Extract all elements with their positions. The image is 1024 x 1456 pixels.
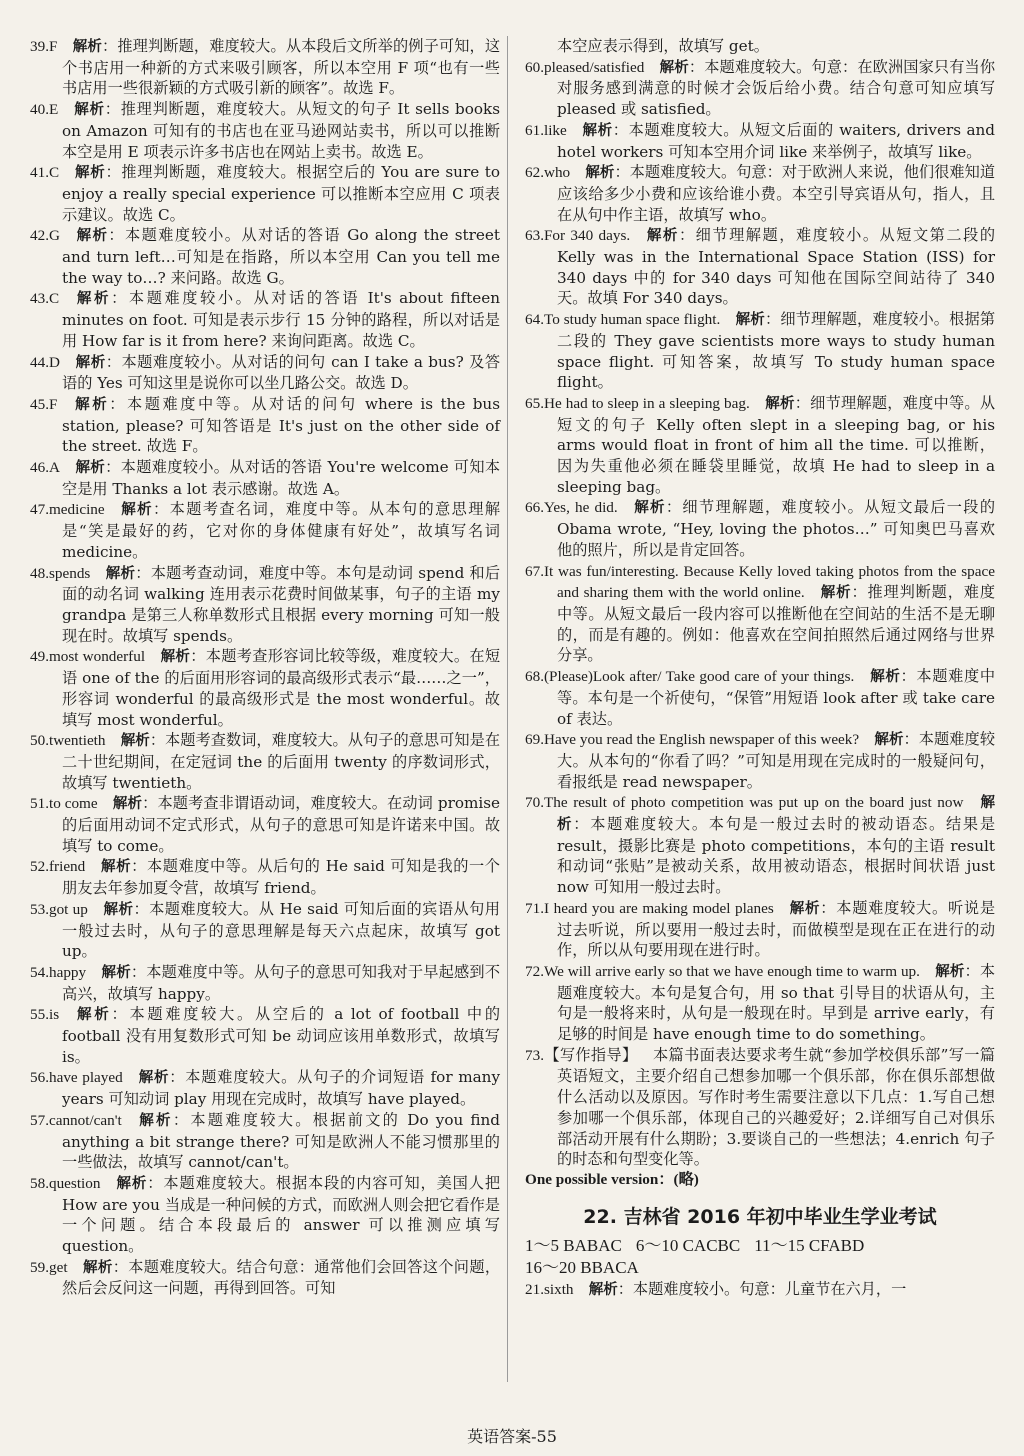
entry-explanation: 本题难度较大。句意：对于欧洲人来说，他们很难知道应该给多少小费和应该给谁小费。本空引导宾语从句，指人，且在从句中作主语，故填写 who。: [557, 163, 996, 224]
analysis-label: 解析: [557, 795, 995, 834]
entry-number: 73.: [525, 1046, 544, 1064]
entry-answer: get: [48, 1258, 68, 1276]
entry-number: 65.: [525, 394, 544, 412]
entry-number: 40.: [30, 101, 49, 119]
answer-entry: 69.Have you read the English newspaper of this week? 解析：本题难度较大。从本句的“你看了吗？”可知是用现在完成时的一般疑问句，看报纸是 read newspaper。: [525, 730, 996, 791]
entry-answer: most wonderful: [48, 648, 146, 666]
entry-number: 42.: [30, 227, 49, 245]
entry-explanation: 推理判断题，难度较大。从短文的句子 It sells books on Amazon 可知有的书店也在亚马逊网站卖书，所以可以推断本空是用 E 项表示许多书店也在网站上卖书。故选 E。: [62, 100, 501, 161]
entry-number: 59.: [30, 1258, 49, 1276]
entry-number: 69.: [525, 731, 544, 749]
answer-entry: 63.For 340 days. 解析：细节理解题，难度较小。从短文第二段的 Kelly was in the International Space Station (ISS) for 340 days 中的 for 340 days 可知他在国际空间站待了 340 天。故填 For 340 days。: [525, 226, 996, 308]
entry-number: 44.: [30, 353, 49, 371]
analysis-label: 解析: [74, 291, 112, 308]
entry-number: 51.: [30, 795, 49, 813]
entry-explanation: 推理判断题，难度较大。从本段后文所举的例子可知，这个书店用一种新的方式来吸引顾客，所以本空用 F 项“也有一些书店用一些很新颖的方式吸引新的顾客”。故选 F。: [62, 37, 500, 98]
entry-explanation: 本题难度中等。从后句的 He said 可知是我的一个朋友去年参加夏令营，故填写 friend。: [62, 857, 500, 898]
answer-entry: 59.get 解析：本题难度较大。结合句意：通常他们会回答这个问题，然后会反问这一问题，再得到回答。可知: [30, 1257, 501, 1298]
entry-answer: 【写作指导】: [543, 1046, 638, 1064]
right-column: [525, 36, 995, 1300]
answer-key-line: [525, 1257, 995, 1279]
answer-entry: 21.sixth 解析：本题难度较小。句意：儿童节在六月，一: [525, 1279, 907, 1298]
analysis-label: 解析: [112, 796, 143, 813]
entry-number: 63.: [525, 227, 544, 245]
analysis-label: 解析: [72, 396, 110, 413]
analysis-label: 解析: [136, 1112, 173, 1129]
entry-answer: who: [543, 164, 571, 182]
entry-answer: pleased/satisfied: [543, 58, 645, 76]
answer-entry: 51.to come 解析：本题考查非谓语动词，难度较大。在动词 promise 的后面用动词不定式形式，从句子的意思可知是许诺来中国。故填写 to come。: [30, 794, 501, 855]
entry-answer: cannot/can't: [48, 1111, 122, 1129]
answer-key-group: 6～10 CACBC: [635, 1235, 741, 1255]
answer-entry: 39.F 解析：推理判断题，难度较大。从本段后文所举的例子可知，这个书店用一种新的方式来吸引顾客，所以本空用 F 项“也有一些书店用一些很新颖的方式吸引新的顾客”。故选 F。: [30, 37, 500, 98]
entry-explanation: 本题考查形容词比较等级，难度较大。在短语 one of the 的后面用形容词的最高级形式表示“最……之一”，形容词 wonderful 的最高级形式是 the most wonderful。故填写 most wonderful。: [62, 647, 501, 729]
answer-entry: 71.I heard you are making model planes 解析：本题难度较大。听说是过去听说，所以要用一般过去时，而做模型是现在正在进行的动作，所以从句要用现在进行时。: [525, 898, 996, 960]
entry-explanation: 细节理解题，难度较小。根据第二段的 They gave scientists more ways to study human space flight. 可知答案，故填写 To study human space flight。: [557, 310, 996, 392]
answer-entry: 66.Yes, he did. 解析：细节理解题，难度较小。从短文最后一段的 Obama wrote, “Hey, loving the photos…” 可知奥巴马喜欢他的照片，所以是肯定回答。: [525, 498, 996, 559]
answer-entry: 47.medicine 解析：本题考查名词，难度中等。从本句的意思理解是“笑是最好的药，它对你的身体健康有好处”，故填写名词 medicine。: [30, 500, 501, 561]
answer-entry: 56.have played 解析：本题难度较大。从句子的介词短语 for many years 可知动词 play 用现在完成时，故填写 have played。: [30, 1068, 501, 1109]
entry-number: 47.: [30, 501, 49, 519]
entry-explanation: 推理判断题，难度中等。从短文最后一段内容可以推断他在空间站的生活不是无聊的，而是有趣的。例如：他喜欢在空间拍照然后通过网络与世界分享。: [557, 583, 996, 665]
entry-answer: We will arrive early so that we have enough time to warm up.: [543, 962, 920, 980]
answer-entry: 49.most wonderful 解析：本题考查形容词比较等级，难度较大。在短语 one of the 的后面用形容词的最高级形式表示“最……之一”，形容词 wonderful 的最高级形式是 the most wonderful。故填写 most wonderful。: [30, 647, 501, 729]
analysis-label: 解析: [137, 1070, 170, 1087]
answer-key-line: [525, 1235, 995, 1257]
entry-answer: He had to sleep in a sleeping bag.: [543, 394, 750, 412]
entry-number: 43.: [30, 290, 49, 308]
answer-entry: 65.He had to sleep in a sleeping bag. 解析：细节理解题，难度中等。从短文的句子 Kelly often slept in a sleeping bag, or his arms would float in front of him all the time. 可以推断，因为失重他必须在睡袋里睡觉，故填 He had to sleep in a sleeping bag。: [525, 393, 996, 496]
entry-explanation: 本题难度较小。从对话的答语 It's about fifteen minutes on foot. 可知是表示步行 15 分钟的路程，所以对话是用 How far is it from here? 来询问距离。故选 C。: [62, 289, 500, 350]
entry-answer: F: [48, 395, 58, 413]
entry-number: 56.: [30, 1069, 49, 1087]
analysis-label: 解析: [581, 122, 613, 139]
answer-entry: 53.got up 解析：本题难度较大。从 He said 可知后面的宾语从句用一般过去时，从句子的意思理解是每天六点起床，故填写 got up。: [30, 899, 500, 961]
entry-number: 71.: [525, 899, 544, 917]
analysis-label: 解析: [935, 963, 965, 980]
entry-explanation: 本题难度较大。从短文后面的 waiters, drivers and hotel workers 可知本空用介词 like 来举例子，故填写 like。: [557, 120, 996, 161]
last-entry: [525, 1279, 995, 1301]
entry-explanation: 本题难度中等。本句是一个祈使句，“保管”用短语 look after 或 take care of 表达。: [557, 667, 996, 728]
analysis-label: 解析: [874, 732, 904, 749]
answer-entry: 68.(Please)Look after/ Take good care of your things. 解析：本题难度中等。本句是一个祈使句，“保管”用短语 look after 或 take care of 表达。: [525, 667, 996, 728]
answer-key: [525, 1235, 995, 1279]
entry-answer: A: [48, 459, 60, 477]
entry-explanation: 本题考查名词，难度中等。从本句的意思理解是“笑是最好的药，它对你的身体健康有好处”，故填写名词 medicine。: [62, 500, 501, 561]
entry-explanation: 本篇书面表达要求考生就“参加学校俱乐部”写一篇英语短文，主要介绍自己想参加哪一个俱乐部，你在俱乐部想做什么活动以及原因。写作时考生需要注意以下几点：1.写自己想参加哪一个俱乐部，体现自己的兴趣爱好；2.详细写自己对俱乐部活动开展有什么期盼；3.要谈自己的一些想法；4.enrich 句子的时态和句型变化等。: [557, 1045, 995, 1169]
entry-explanation: 本题考查动词，难度中等。本句是动词 spend 和后面的动名词 walking 连用表示花费时间做某事，句子的主语 my grandpa 是第三人称单数形式且根据 every morning 可知一般现在时。故填写 spends。: [62, 563, 501, 645]
entry-explanation: 推理判断题，难度较大。根据空后的 You are sure to enjoy a really special experience 可以推断本空应用 C 项表示建议。故选 C。: [62, 163, 500, 224]
entry-explanation: 细节理解题，难度较小。从短文最后一段的 Obama wrote, “Hey, loving the photos…” 可知奥巴马喜欢他的照片，所以是肯定回答。: [557, 498, 996, 559]
entry-number: 57.: [30, 1111, 49, 1129]
answer-entry: 64.To study human space flight. 解析：细节理解题，难度较小。根据第二段的 They gave scientists more ways to study human space flight. 可知答案，故填写 To study human space flight。: [525, 310, 996, 392]
answer-entry: 60.pleased/satisfied 解析：本题难度较大。句意：在欧洲国家只有当你对服务感到满意的时候才会饭后给小费。结合句意可知应填写 pleased 或 satisfied。: [525, 57, 996, 119]
answer-entry: 41.C 解析：推理判断题，难度较大。根据空后的 You are sure to enjoy a really special experience 可以推断本空应用 C 项表示建议。故选 C。: [30, 163, 500, 224]
analysis-label: 解析: [101, 964, 131, 981]
analysis-label: 解析: [735, 312, 765, 329]
analysis-label: 解析: [115, 1175, 148, 1192]
analysis-label: 解析: [119, 502, 154, 519]
entry-number: 70.: [525, 794, 544, 812]
analysis-label: 解析: [75, 460, 106, 477]
answer-entry: 61.like 解析：本题难度较大。从短文后面的 waiters, drivers and hotel workers 可知本空用介词 like 来举例子，故填写 like。: [525, 120, 996, 161]
entry-explanation: 本题难度较大。结合句意：通常他们会回答这个问题，然后会反问这一问题，再得到回答。可知: [62, 1257, 501, 1298]
entry-answer: I heard you are making model planes: [543, 899, 774, 917]
entry-answer: is: [48, 1006, 60, 1024]
entry-number: 55.: [30, 1006, 49, 1024]
entry-explanation: 本题难度较大。听说是过去听说，所以要用一般过去时，而做模型是现在正在进行的动作，所以从句要用现在进行时。: [557, 898, 996, 960]
possible-version: One possible version：(略): [525, 1170, 699, 1188]
entry-answer: C: [48, 290, 60, 308]
analysis-label: 解析: [105, 565, 136, 582]
analysis-label: 解析: [764, 395, 795, 412]
answer-entry: 42.G 解析：本题难度较小。从对话的答语 Go along the street and turn left…可知是在指路，所以本空用 Can you tell me the way to…? 来问路。故选 G。: [30, 226, 500, 287]
answer-entry: [525, 1045, 995, 1170]
answer-entry: 52.friend 解析：本题难度中等。从后句的 He said 可知是我的一个朋友去年参加夏令营，故填写 friend。: [30, 857, 500, 898]
entry-number: 58.: [30, 1174, 49, 1192]
entry-number: 46.: [30, 459, 49, 477]
answer-entry: 45.F 解析：本题难度中等。从对话的问句 where is the bus station, please? 可知答语是 It's just on the other side of the street. 故选 F。: [30, 394, 501, 456]
analysis-label: 解析: [73, 102, 105, 119]
answer-entry: 54.happy 解析：本题难度中等。从句子的意思可知我对于早起感到不高兴，故填写 happy。: [30, 962, 501, 1003]
entry-number: 61.: [525, 121, 544, 139]
entry-explanation: 本题难度较大。从句子的介词短语 for many years 可知动词 play 用现在完成时，故填写 have played。: [62, 1068, 501, 1109]
entry-explanation: 本题难度较大。从 He said 可知后面的宾语从句用一般过去时，从句子的意思理解是每天六点起床，故填写 got up。: [62, 899, 500, 961]
entry-explanation: 本题难度较小。从对话的问句 can I take a bus? 及答语的 Yes 可知这里是说你可以坐几路公交。故选 D。: [62, 352, 501, 393]
entry-number: 66.: [525, 499, 544, 517]
entry-explanation: 本题难度较大。根据本段的内容可知，美国人把 How are you 当成是一种问候的方式，而欧洲人则会把它看作是一个问题。结合本段最后的 answer 可以推测应填写 question。: [62, 1173, 501, 1256]
answer-entry: 50.twentieth 解析：本题考查数词，难度较大。从句子的意思可知是在二十世纪期间，在定冠词 the 的后面用 twenty 的序数词形式，故填写 twentieth。: [30, 731, 501, 792]
entry-number: 48.: [30, 564, 49, 582]
entry-explanation: 本题难度较小。句意：儿童节在六月，一: [632, 1279, 907, 1298]
entry-number: 53.: [30, 900, 49, 918]
entry-number: 50.: [30, 732, 49, 750]
analysis-label: 解析: [659, 59, 689, 76]
entry-answer: Have you read the English newspaper of this week?: [543, 731, 860, 749]
entry-answer: sixth: [543, 1280, 574, 1298]
entry-answer: friend: [48, 858, 86, 876]
analysis-label: 解析: [100, 859, 132, 876]
entry-explanation: 本题难度较大。根据前文的 Do you find anything a bit strange there? 可知是欧洲人不能习惯那里的一些做法，故填写 cannot/can't。: [62, 1110, 501, 1172]
entry-number: 64.: [525, 311, 544, 329]
answer-entry: 62.who 解析：本题难度较大。句意：对于欧洲人来说，他们很难知道应该给多少小费和应该给谁小费。本空引导宾语从句，指人，且在从句中作主语，故填写 who。: [525, 163, 996, 224]
entry-explanation: 细节理解题，难度较小。从短文第二段的 Kelly was in the International Space Station (ISS) for 340 days 中的 for 340 days 可知他在国际空间站待了 340 天。故填 For 340 days。: [557, 226, 996, 308]
entry-number: 45.: [30, 395, 49, 413]
answer-entry: 48.spends 解析：本题考查动词，难度中等。本句是动词 spend 和后面的动名词 walking 连用表示花费时间做某事，句子的主语 my grandpa 是第三人称单数形式且根据 every morning 可知一般现在时。故填写 spends。: [30, 563, 501, 645]
entry-number: 52.: [30, 858, 49, 876]
entry-explanation: 本题难度较大。本句是一般过去时的被动语态。结果是 result，摄影比赛是 photo competitions，本句的主语 result 和动词“张贴”是被动关系，故用被动语态，根据时间状语 just now 可知用一般过去时。: [557, 815, 996, 897]
entry-number: 62.: [525, 164, 544, 182]
entry-number: 54.: [30, 963, 49, 981]
entry-answer: twentieth: [48, 732, 106, 750]
entry-number: 72.: [525, 962, 544, 980]
analysis-label: 解析: [869, 669, 901, 686]
analysis-label: 解析: [645, 228, 679, 245]
entry-explanation: 本题难度较大。句意：在欧洲国家只有当你对服务感到满意的时候才会饭后给小费。结合句意可知应填写 pleased 或 satisfied。: [557, 57, 996, 119]
answer-entry: 46.A 解析：本题难度较小。从对话的答语 You're welcome 可知本空是用 Thanks a lot 表示感谢。故选 A。: [30, 458, 501, 498]
entry-answer: It was fun/interesting. Because Kelly loved taking photos from the space and sharing them with the world online.: [543, 562, 995, 602]
continuation-text: 本空应表示得到，故填写 get。: [557, 37, 769, 55]
right-entries: [525, 57, 995, 1170]
column-divider: [507, 36, 508, 1382]
entry-number: 39.: [30, 38, 49, 55]
entry-answer: happy: [48, 963, 87, 981]
section-title: 22. 吉林省 2016 年初中毕业生学业考试: [583, 1205, 937, 1228]
entry-explanation: 细节理解题，难度中等。从短文的句子 Kelly often slept in a sleeping bag, or his arms would float in front of him all the time. 可以推断，因为失重他必须在睡袋里睡觉，故填 He had to sleep in a sleeping bag。: [557, 393, 996, 496]
answer-entry: 72.We will arrive early so that we have enough time to warm up. 解析：本题难度较大。本句是复合句，用 so that 引导目的状语从句，主句是一般将来时，从句是一般现在时。早到是 arrive early，有足够的时间是 have enough time to do something。: [525, 961, 995, 1044]
answer-entry: 58.question 解析：本题难度较大。根据本段的内容可知，美国人把 How are you 当成是一种问候的方式，而欧洲人则会把它看作是一个问题。结合本段最后的 answer 可以推测应填写 question。: [30, 1173, 501, 1256]
entry-answer: got up: [48, 900, 88, 918]
answer-key-group: 1～5 BABAC: [525, 1235, 622, 1255]
entry-answer: G: [48, 227, 60, 245]
entry-explanation: 本题难度较大。本句是复合句，用 so that 引导目的状语从句，主句是一般将来时，从句是一般现在时。早到是 arrive early，有足够的时间是 have enough time to do something。: [557, 961, 995, 1044]
entry-number: 68.: [525, 668, 544, 686]
analysis-label: 解析: [75, 354, 106, 371]
answer-key-group: 11～15 CFABD: [754, 1235, 865, 1255]
entry-explanation: 本题难度较小。从对话的答语 You're welcome 可知本空是用 Thanks a lot 表示感谢。故选 A。: [62, 458, 501, 498]
analysis-label: 解析: [788, 900, 821, 917]
entry-answer: The result of photo competition was put up on the board just now: [543, 794, 964, 812]
entry-answer: E: [48, 101, 59, 119]
entry-answer: have played: [48, 1069, 123, 1087]
entry-number: 67.: [525, 562, 544, 580]
answer-entry: 55.is 解析：本题难度较大。从空后的 a lot of football 中的 football 没有用复数形式可知 be 动词应该用单数形式，故填写 is。: [30, 1005, 501, 1066]
answer-entry: 70.The result of photo competition was put up on the board just now 解析：本题难度较大。本句是一般过去时的被动语态。结果是 result，摄影比赛是 photo competitions，本句的主语 result 和动词“张贴”是被动关系，故用被动语态，根据时间状语 just now 可知用一般过去时。: [525, 794, 996, 897]
answer-entry: 57.cannot/can't 解析：本题难度较大。根据前文的 Do you find anything a bit strange there? 可知是欧洲人不能习惯那里的一些做法，故填写 cannot/can't。: [30, 1110, 501, 1172]
analysis-label: 解析: [82, 1259, 113, 1276]
left-column: [30, 36, 500, 1299]
entry-number: 41.: [30, 164, 49, 182]
entry-answer: spends: [48, 564, 91, 582]
analysis-label: 解析: [75, 228, 109, 245]
entry-answer: C: [48, 164, 60, 182]
entry-answer: medicine: [48, 501, 105, 519]
answer-entry: 40.E 解析：推理判断题，难度较大。从短文的句子 It sells books on Amazon 可知有的书店也在亚马逊网站卖书，所以可以推断本空是用 E 项表示许多书店也在网站上卖书。故选 E。: [30, 100, 501, 161]
analysis-label: 解析: [103, 901, 134, 918]
entry-answer: For 340 days.: [543, 227, 631, 245]
analysis-label: 解析: [74, 165, 106, 182]
answer-key-group: 16～20 BBACA: [525, 1257, 639, 1277]
analysis-label: 解析: [585, 165, 615, 182]
entry-answer: F: [48, 38, 58, 55]
entry-answer: To study human space flight.: [543, 311, 721, 329]
entry-explanation: 本题考查数词，难度较大。从句子的意思可知是在二十世纪期间，在定冠词 the 的后面用 twenty 的序数词形式，故填写 twentieth。: [62, 731, 501, 792]
entry-explanation: 本题难度较大。从本句的“你看了吗？”可知是用现在完成时的一般疑问句，看报纸是 read newspaper。: [557, 730, 996, 791]
analysis-label: 解析: [74, 1007, 112, 1024]
analysis-label: 解析: [819, 585, 852, 602]
entry-number: 21.: [525, 1280, 544, 1298]
entry-number: 49.: [30, 648, 49, 666]
answer-entry: 67.It was fun/interesting. Because Kelly loved taking photos from the space and sharing them with the world online. 解析：推理判断题，难度中等。从短文最后一段内容可以推断他在空间站的生活不是无聊的，而是有趣的。例如：他喜欢在空间拍照然后通过网络与世界分享。: [525, 562, 996, 665]
answer-entry: 43.C 解析：本题难度较小。从对话的答语 It's about fifteen minutes on foot. 可知是表示步行 15 分钟的路程，所以对话是用 How far is it from here? 来询问距离。故选 C。: [30, 289, 500, 350]
entry-explanation: 本题考查非谓语动词，难度较大。在动词 promise 的后面用动词不定式形式，从句子的意思可知是许诺来中国。故填写 to come。: [62, 794, 501, 855]
entry-explanation: 本题难度较大。从空后的 a lot of football 中的 football 没有用复数形式可知 be 动词应该用单数形式，故填写 is。: [62, 1005, 501, 1066]
analysis-label: 解析: [72, 39, 102, 55]
entry-explanation: 本题难度较小。从对话的答语 Go along the street and turn left…可知是在指路，所以本空用 Can you tell me the way to…? 来问路。故选 G。: [62, 226, 500, 287]
entry-answer: (Please)Look after/ Take good care of your things.: [543, 668, 855, 686]
entry-explanation: 本题难度中等。从对话的问句 where is the bus station, please? 可知答语是 It's just on the other side of the street. 故选 F。: [62, 394, 501, 456]
entry-number: 60.: [525, 58, 544, 76]
entry-answer: like: [543, 121, 567, 139]
analysis-label: 解析: [588, 1281, 618, 1298]
entry-answer: to come: [48, 795, 98, 813]
analysis-label: 解析: [632, 500, 666, 517]
analysis-label: 解析: [160, 649, 191, 666]
entry-answer: Yes, he did.: [543, 499, 618, 517]
answer-entry: 44.D 解析：本题难度较小。从对话的问句 can I take a bus? 及答语的 Yes 可知这里是说你可以坐几路公交。故选 D。: [30, 352, 501, 393]
analysis-label: 解析: [120, 733, 150, 750]
page-footer: 英语答案-55: [467, 1427, 557, 1446]
entry-explanation: 本题难度中等。从句子的意思可知我对于早起感到不高兴，故填写 happy。: [62, 962, 501, 1003]
entry-answer: question: [48, 1174, 101, 1192]
entry-answer: D: [48, 353, 60, 371]
